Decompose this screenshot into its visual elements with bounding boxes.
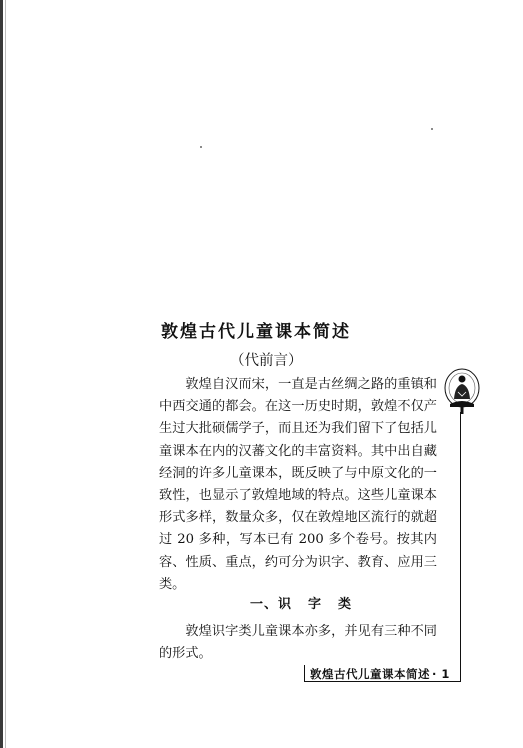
seated-buddha-icon (443, 368, 481, 414)
margin-rule (460, 412, 461, 682)
section-heading (250, 593, 352, 612)
section-paragraph: 敦煌识字类儿童课本亦多，并见有三种不同的形式。 (159, 624, 437, 662)
article-subtitle: （代前言） (230, 353, 303, 369)
scan-speck (431, 128, 433, 130)
scan-speck (200, 146, 202, 148)
section-heading-part: 一、识 (250, 597, 293, 612)
section-heading-part: 字 (308, 597, 323, 612)
intro-paragraph: 敦煌自汉而宋，一直是古丝绸之路的重镇和中西交通的都会。在这一历史时期，敦煌不仅产生过大批硕儒学子，而且还为我们留下了包括儿童课本在内的汉蕃文化的丰富资料。其中出自藏经洞的许多儿童课本，既反映了与中原文化的一致性，也显示了敦煌地域的特点。这些儿童课本形式多样，数量众多，仅在敦煌地区流行的就超过 20 多种，写本已有 200 多个卷号。按其内容、性质、重点，约可分为识字、教育、应用三类。 (159, 377, 437, 592)
page-binding-shadow (5, 0, 6, 748)
running-title: 敦煌古代儿童课本简述 (310, 667, 430, 681)
page-binding-edge (0, 0, 3, 748)
page-number: · 1 (432, 667, 450, 681)
running-footer (310, 666, 450, 682)
section-heading-part: 类 (338, 597, 353, 612)
article-title: 敦煌古代儿童课本简述 (161, 322, 351, 342)
